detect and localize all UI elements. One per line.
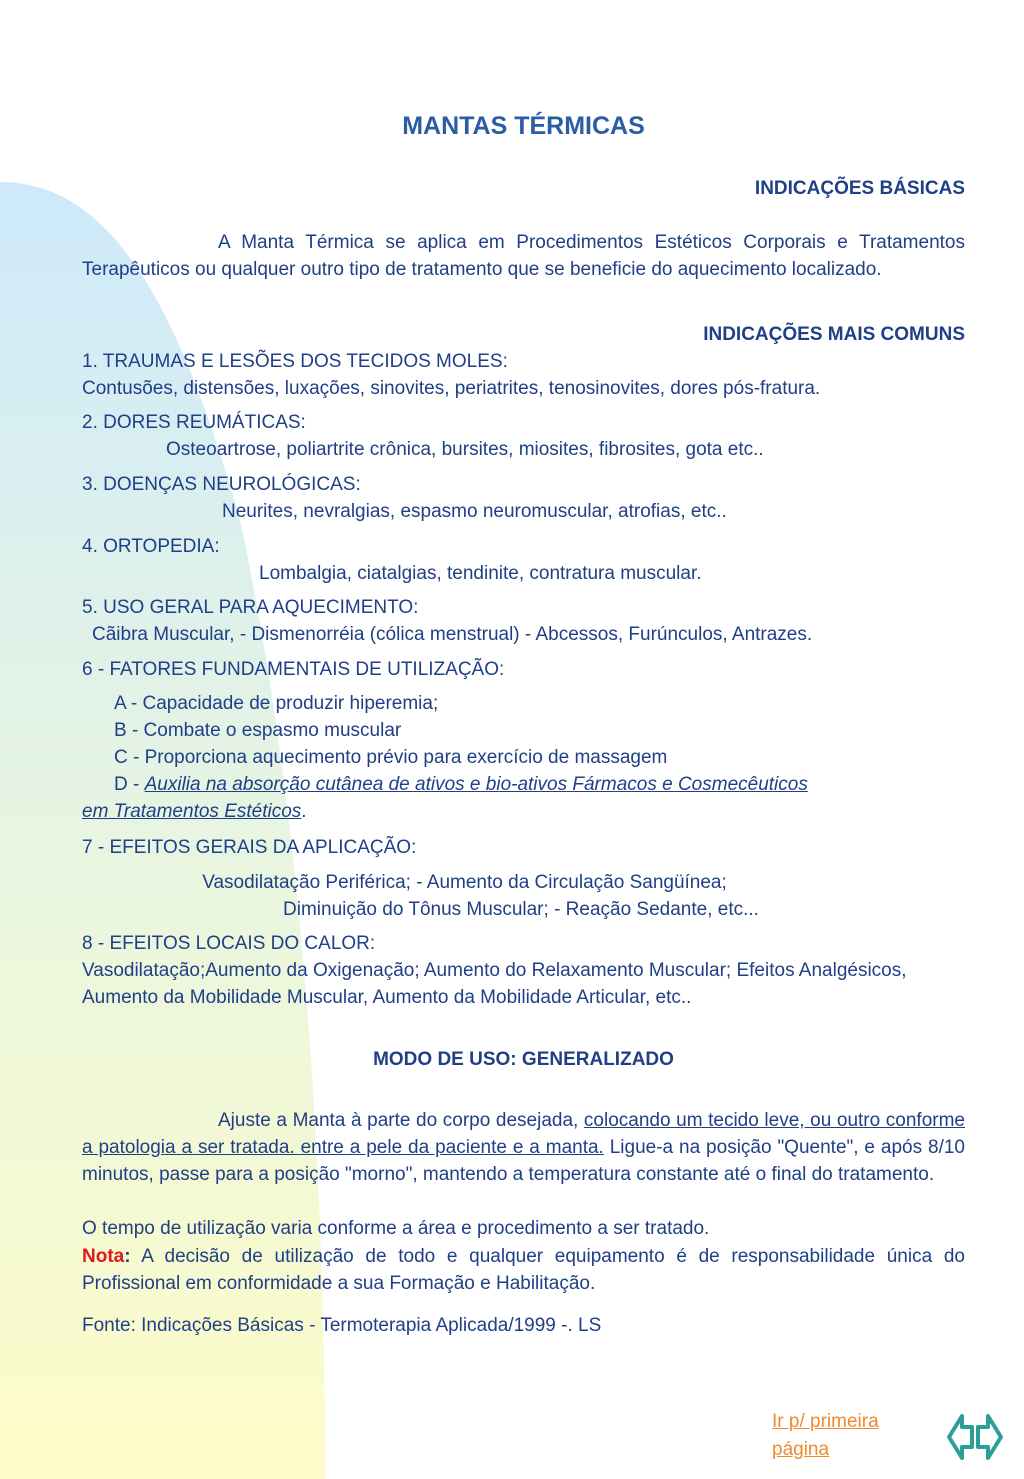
factor-c: C - Proporciona aquecimento prévio para exercício de massagem <box>114 747 668 768</box>
basic-indications-paragraph: A Manta Térmica se aplica em Procedimentos Estéticos Corporais e Tratamentos Terapêuticos ou qualquer outro tipo de tratamento que se beneficie do aquecimento localizado. <box>82 232 965 280</box>
item-text: Osteoartrose, poliartrite crônica, bursites, miosites, fibrosites, gota etc.. <box>166 439 764 460</box>
local-effects-title: 8 - EFEITOS LOCAIS DO CALOR: <box>82 933 376 954</box>
general-effects-title: 7 - EFEITOS GERAIS DA APLICAÇÃO: <box>82 837 417 858</box>
list-item <box>82 594 965 648</box>
item-title: 1. TRAUMAS E LESÕES DOS TECIDOS MOLES: <box>82 351 508 372</box>
general-effects-line1: Vasodilatação Periférica; - Aumento da Circulação Sangüínea; <box>202 872 727 893</box>
note-label: Nota <box>82 1246 125 1267</box>
local-effects-text: Vasodilatação;Aumento da Oxigenação; Aumento do Relaxamento Muscular; Efeitos Analgésicos, Aumento da Mobilidade Muscular, Aumento da Mobilidade Articular, etc.. <box>82 960 907 1008</box>
usage-text-underlined: colocando um tecido leve, ou outro conforme a patologia a ser tratada. entre a pele da paciente e a manta. <box>82 1110 965 1158</box>
factor-a: A - Capacidade de produzir hiperemia; <box>114 693 439 714</box>
usage-time-text: O tempo de utilização varia conforme a área e procedimento a ser tratado. <box>82 1218 710 1239</box>
item-text: Neurites, nevralgias, espasmo neuromuscular, atrofias, etc.. <box>222 501 727 522</box>
general-effects-line2: Diminuição do Tônus Muscular; - Reação Sedante, etc... <box>283 899 759 920</box>
first-page-link[interactable]: Ir p/ primeira página <box>772 1411 879 1460</box>
factor-d-emphasis: Auxilia na absorção cutânea de ativos e bio-ativos Fármacos e Cosmecêuticos <box>144 774 808 795</box>
double-arrow-icon[interactable] <box>946 1408 1004 1466</box>
list-item <box>82 409 965 463</box>
usage-heading: MODO DE USO: GENERALIZADO <box>373 1049 674 1070</box>
factor-d-emphasis-2: em Tratamentos Estéticos <box>82 801 302 822</box>
item-title: 5. USO GERAL PARA AQUECIMENTO: <box>82 597 419 618</box>
basic-indications-heading: INDICAÇÕES BÁSICAS <box>754 178 965 199</box>
source-text: Fonte: Indicações Básicas - Termoterapia Aplicada/1999 -. LS <box>82 1315 602 1336</box>
list-item <box>82 471 965 525</box>
factor-d-prefix: D - <box>114 774 145 795</box>
page-title: MANTAS TÉRMICAS <box>402 112 645 140</box>
note-colon: : <box>124 1246 131 1267</box>
usage-text-end: Ligue-a na posição "Quente", e após 8/10 minutos, passe para a posição "morno", mantendo a temperatura constante até o final do tratamento. <box>82 1137 965 1185</box>
item-text: Lombalgia, ciatalgias, tendinite, contratura muscular. <box>259 563 702 584</box>
item-title: 3. DOENÇAS NEUROLÓGICAS: <box>82 474 361 495</box>
factor-b: B - Combate o espasmo muscular <box>114 720 402 741</box>
list-item <box>82 533 965 587</box>
factor-d-cont <box>82 798 965 825</box>
factor-d <box>82 771 965 798</box>
factors-list <box>82 690 965 825</box>
usage-paragraph <box>82 1107 965 1188</box>
item-title: 4. ORTOPEDIA: <box>82 536 220 557</box>
general-effects-text <box>82 869 965 923</box>
item-title: 2. DORES REUMÁTICAS: <box>82 412 306 433</box>
factor-d-suffix: . <box>301 801 307 822</box>
item-text: Cãibra Muscular, - Dismenorréia (cólica menstrual) - Abcessos, Furúnculos, Antrazes. <box>92 624 813 645</box>
note-paragraph <box>82 1243 965 1297</box>
item-text: Contusões, distensões, luxações, sinovites, periatrites, tenosinovites, dores pós-fratura. <box>82 378 821 399</box>
common-indications-heading: INDICAÇÕES MAIS COMUNS <box>703 324 965 345</box>
list-item <box>82 348 965 402</box>
usage-text-start: Ajuste a Manta à parte do corpo desejada, <box>218 1110 584 1131</box>
factors-title: 6 - FATORES FUNDAMENTAIS DE UTILIZAÇÃO: <box>82 659 505 680</box>
note-text: A decisão de utilização de todo e qualquer equipamento é de responsabilidade única do Profissional em conformidade a sua Formação e Habilitação. <box>82 1246 965 1294</box>
